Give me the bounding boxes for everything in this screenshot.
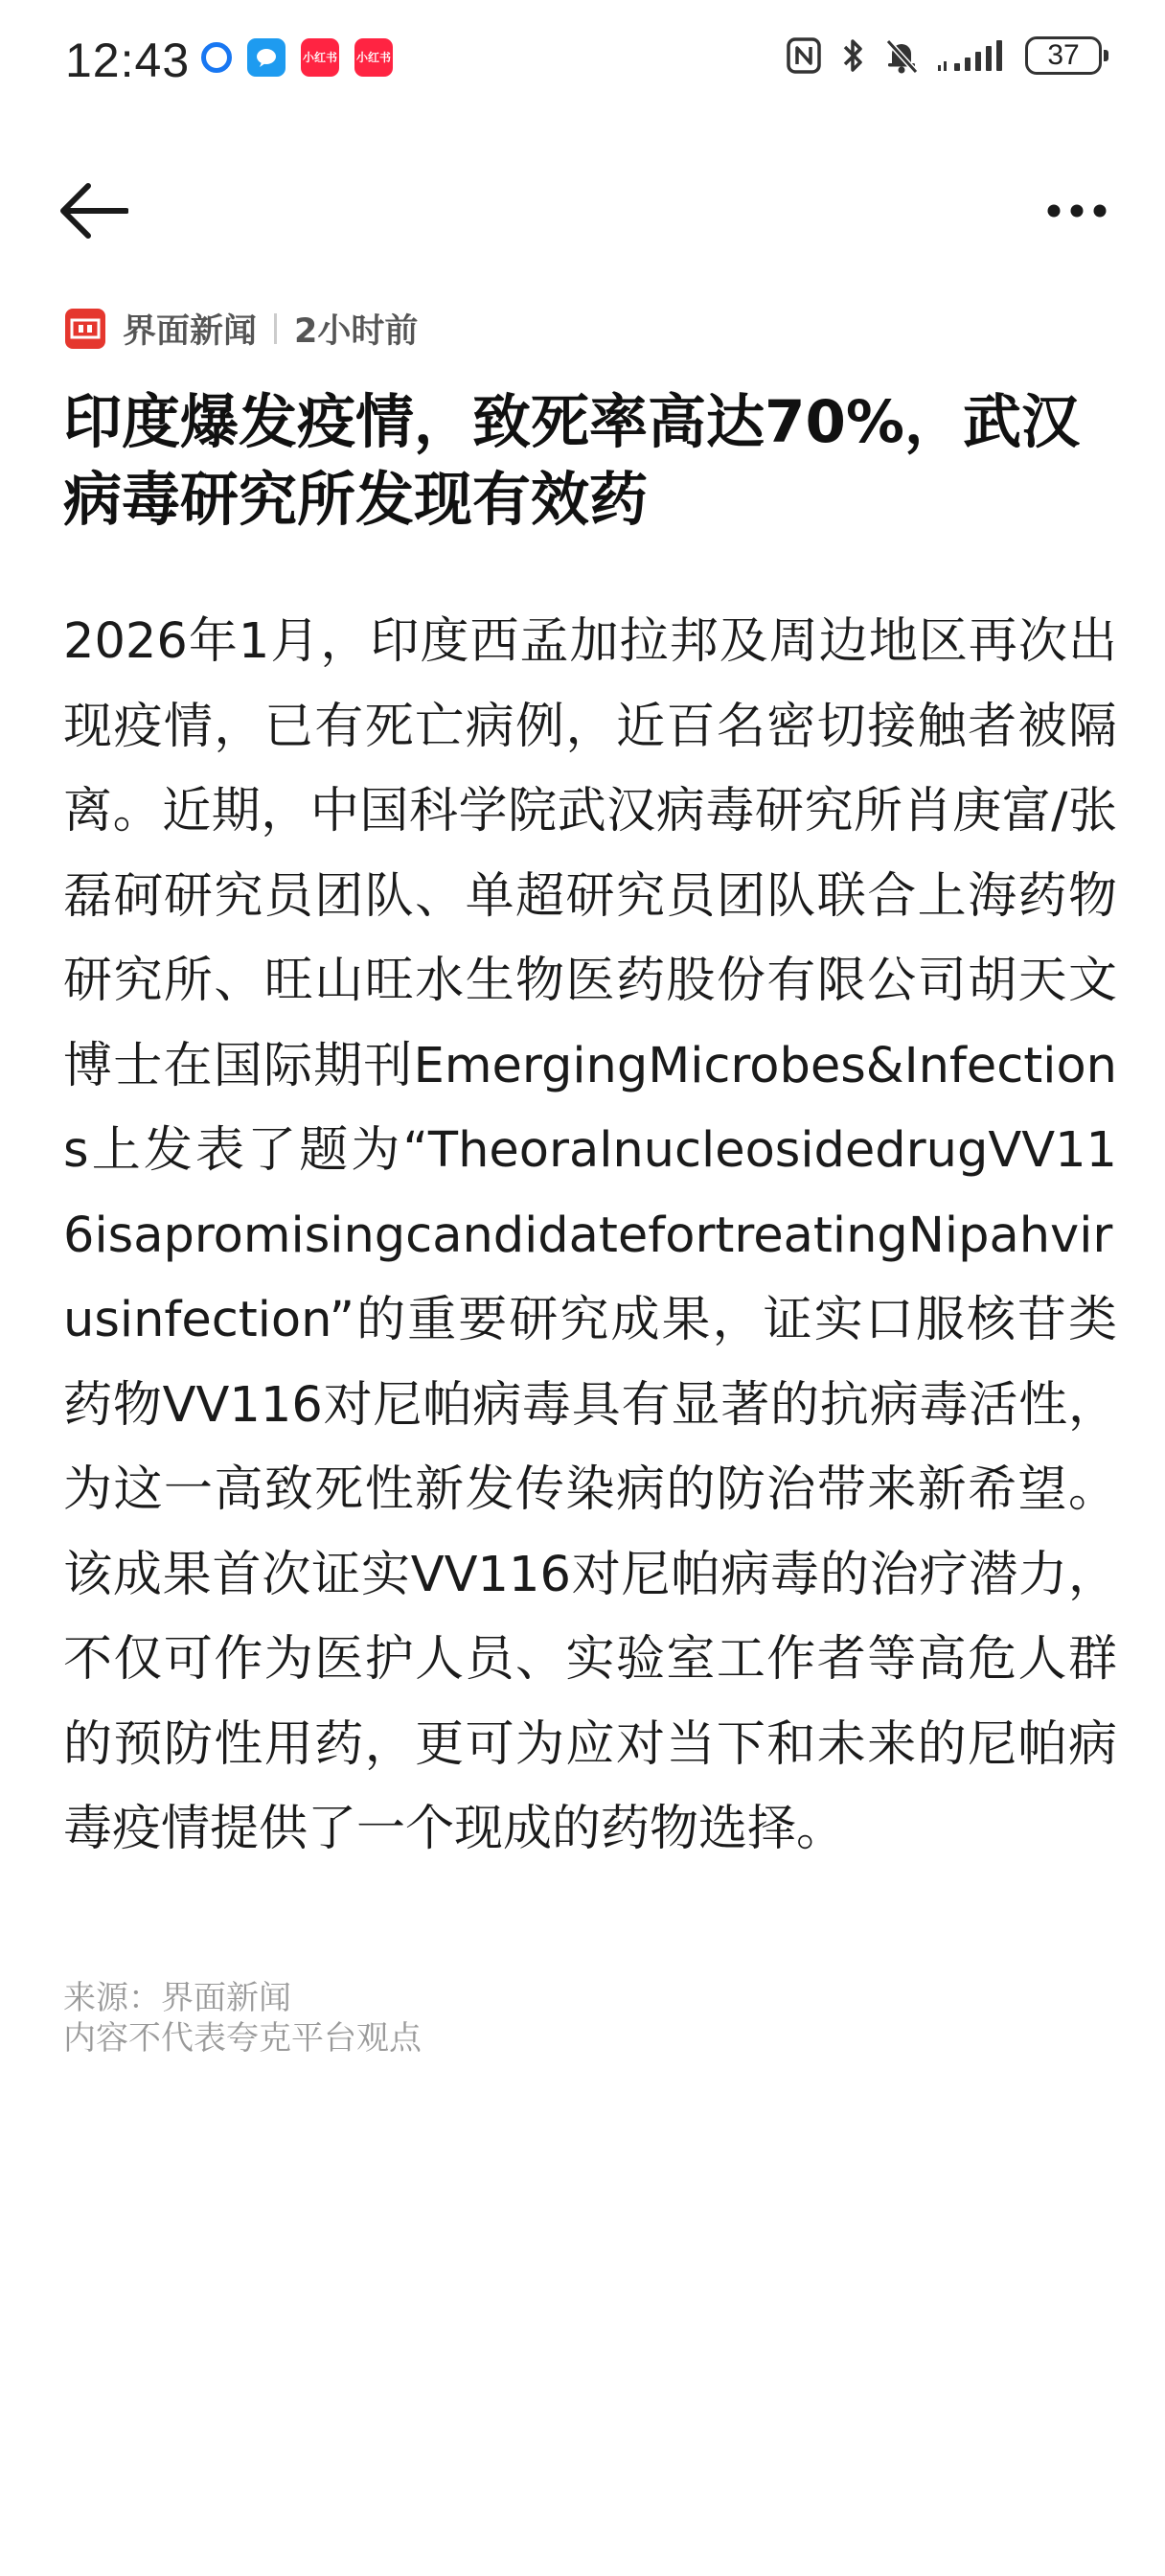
article-footer: [63, 1978, 422, 2058]
system-icons: [786, 36, 1102, 75]
jiemian-logo-icon[interactable]: [65, 309, 105, 349]
article-title: 印度爆发疫情，致死率高达70%，武汉病毒研究所发现有效药: [63, 388, 1081, 534]
nfc-icon: [786, 36, 822, 75]
back-arrow-icon: [57, 182, 128, 240]
back-button[interactable]: [57, 177, 138, 244]
message-icon: [247, 38, 286, 77]
xiaohongshu-icon: 小红书: [301, 38, 339, 77]
more-horizontal-icon: [1046, 203, 1108, 218]
signal-icon: [937, 36, 1008, 75]
status-time: 12:43: [65, 34, 191, 87]
article-body: 2026年1月，印度西孟加拉邦及周边地区再次出现疫情，已有死亡病例，近百名密切接触者被隔离。近期，中国科学院武汉病毒研究所肖庚富/张磊砢研究员团队、单超研究员团队联合上海药物研究所、旺山旺水生物医药股份有限公司胡天文博士在国际期刊EmergingMicrobes&Infections上发表了题为“TheoralnucleosidedrugVV116isapromisingcandidatefortreatingNipahvirusinfection”的重要研究成果，证实口服核苷类药物VV116对尼帕病毒具有显著的抗病毒活性，为这一高致死性新发传染病的防治带来新希望。该成果首次证实VV116对尼帕病毒的治疗潜力，不仅可作为医护人员、实验室工作者等高危人群的预防性用药，更可为应对当下和未来的尼帕病毒疫情提供了一个现成的药物选择。: [63, 613, 1117, 1857]
publish-time: 2小时前: [294, 312, 419, 351]
mute-bell-icon: [883, 36, 920, 75]
disclaimer: 内容不代表夸克平台观点: [63, 2019, 422, 2058]
top-nav: [0, 163, 1165, 259]
source-name[interactable]: 界面新闻: [123, 312, 258, 351]
source-credit: 来源：界面新闻: [63, 1979, 291, 2017]
more-button[interactable]: [1037, 177, 1117, 244]
status-bar: [0, 0, 1165, 115]
battery-icon: 37: [1025, 36, 1102, 75]
source-line: [65, 305, 418, 353]
browser-icon: [201, 42, 232, 73]
xiaohongshu-icon: 小红书: [354, 38, 393, 77]
bluetooth-icon: [839, 36, 866, 75]
source-divider: [274, 313, 277, 344]
notification-icons: [201, 38, 393, 77]
